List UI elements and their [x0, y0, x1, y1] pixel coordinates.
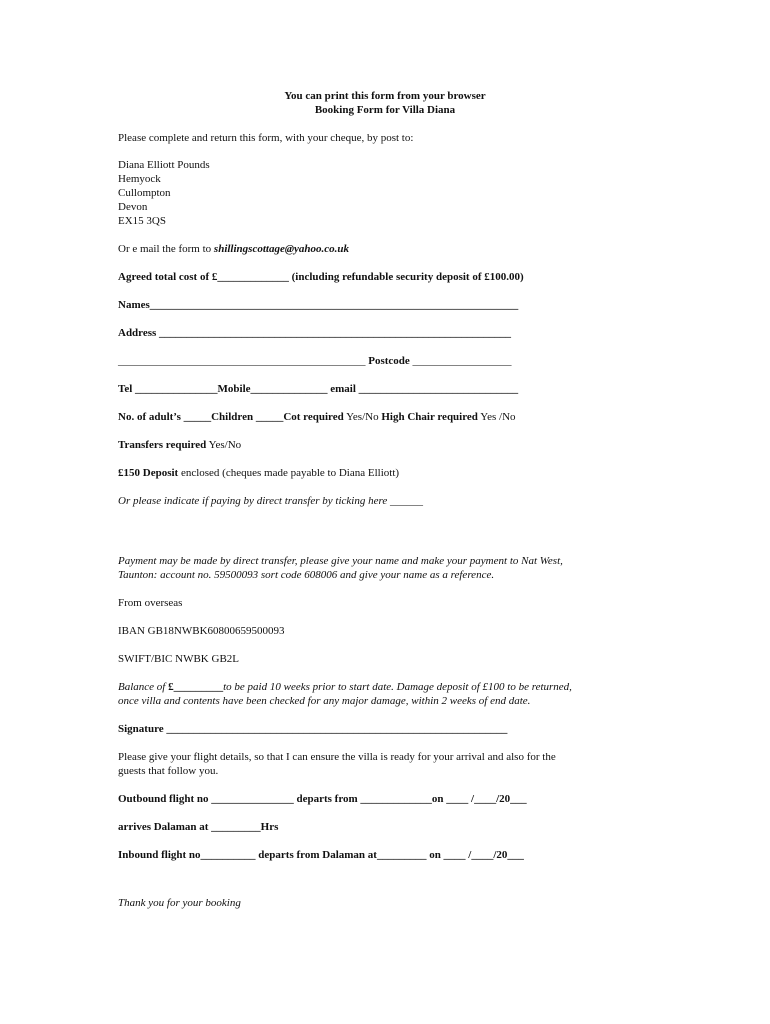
address-line-2: Hemyock [118, 173, 161, 185]
arrival-time-field[interactable]: arrives Dalaman at _________Hrs [118, 821, 279, 833]
email-prefix: Or e mail the form to [118, 243, 214, 255]
balance-amount-blank: £_________ [168, 681, 224, 693]
balance-terms: to be paid 10 weeks prior to start date. Damage deposit of £100 to be returned, [223, 681, 572, 693]
transfers-option: Yes/No [206, 439, 242, 451]
outbound-flight-field[interactable]: Outbound flight no _______________ departs from _____________on ____ /____/20___ [118, 793, 527, 805]
page-title: Booking Form for Villa Diana [314, 104, 456, 116]
guests-label: No. of adult’s _____Children _____Cot required [118, 411, 344, 423]
guests-field[interactable] [118, 410, 516, 424]
deposit-text: enclosed (cheques made payable to Diana Elliott) [178, 467, 400, 479]
transfers-label: Transfers required [118, 439, 207, 451]
direct-transfer-tick-field[interactable]: Or please indicate if paying by direct transfer by ticking here ______ [118, 495, 423, 507]
header-print-note: You can print this form from your browser [284, 90, 486, 102]
postcode-field[interactable] [118, 354, 512, 368]
high-chair-option: Yes /No [477, 411, 516, 423]
inbound-flight-field[interactable]: Inbound flight no__________ departs from Dalaman at_________ on ____ /____/20___ [118, 849, 524, 861]
contact-field[interactable]: Tel _______________Mobile______________ email _____________________________ [118, 383, 519, 395]
address-line-1: Diana Elliott Pounds [118, 159, 210, 171]
address-field[interactable]: Address ________________________________________________________________ [118, 327, 512, 339]
overseas-heading: From overseas [118, 597, 183, 609]
cot-option: Yes/No [343, 411, 382, 423]
names-field[interactable]: Names___________________________________________________________________ [118, 299, 519, 311]
high-chair-label: High Chair required [381, 411, 478, 423]
balance-prefix: Balance of [118, 681, 169, 693]
postcode-blank: __________________ [412, 355, 512, 367]
transfers-field[interactable] [118, 438, 241, 452]
balance-text-line-2: once villa and contents have been checked for any major damage, within 2 weeks of end date. [118, 695, 531, 707]
address-line-4: Devon [118, 201, 148, 213]
deposit-label: £150 Deposit [118, 467, 179, 479]
iban-text: IBAN GB18NWBK60800659500093 [118, 625, 285, 637]
address-continuation-blank: _____________________________________________ [118, 355, 366, 367]
postcode-label: Postcode [365, 355, 413, 367]
balance-text-line-1[interactable] [118, 680, 572, 694]
email-line [118, 242, 349, 256]
payment-text-line-2: Taunton: account no. 59500093 sort code 608006 and give your name as a reference. [118, 569, 495, 581]
intro-text: Please complete and return this form, with your cheque, by post to: [118, 132, 414, 144]
flight-text-line-1: Please give your flight details, so that I can ensure the villa is ready for your arrival and also for the [118, 751, 556, 763]
email-address: shillingscottage@yahoo.co.uk [213, 243, 349, 255]
payment-text-line-1: Payment may be made by direct transfer, please give your name and make your payment to Nat West, [118, 555, 563, 567]
total-cost-field[interactable]: Agreed total cost of £_____________ (including refundable security deposit of £100.00) [118, 271, 524, 283]
deposit-line [118, 466, 399, 480]
swift-text: SWIFT/BIC NWBK GB2L [118, 653, 239, 665]
address-line-3: Cullompton [118, 187, 171, 199]
flight-text-line-2: guests that follow you. [118, 765, 219, 777]
address-line-5: EX15 3QS [118, 215, 166, 227]
thank-you-text: Thank you for your booking [118, 897, 241, 909]
signature-field[interactable]: Signature ______________________________________________________________ [118, 723, 508, 735]
